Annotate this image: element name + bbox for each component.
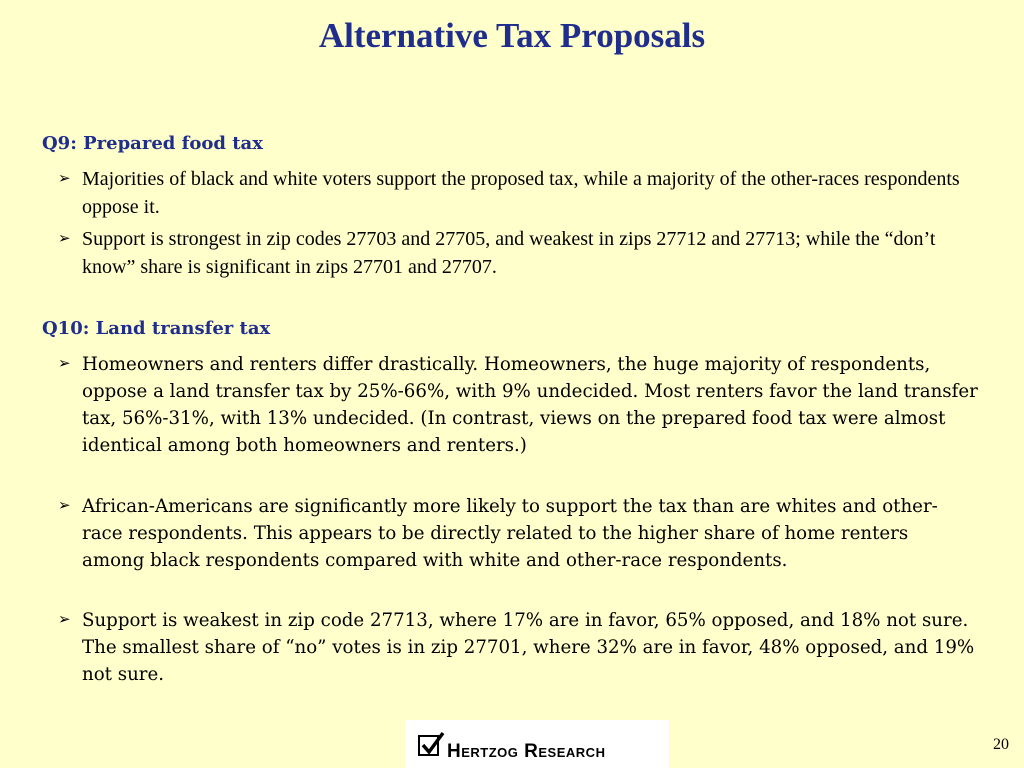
- checkbox-check-icon: [418, 735, 439, 756]
- slide-title: Alternative Tax Proposals: [318, 16, 706, 55]
- arrow-bullet-icon: ➢: [58, 496, 71, 514]
- arrow-bullet-icon: ➢: [58, 229, 71, 247]
- bullet-text: African-Americans are significantly more likely to support the tax than are whites and other-race respondents. This appears to be directly related to the higher share of home renters among black respondents compared with white and other-race respondents.: [82, 496, 938, 571]
- arrow-bullet-icon: ➢: [58, 354, 71, 372]
- bullet-text: Support is strongest in zip codes 27703 and 27705, and weakest in zips 27712 and 27713; while the “don’t know” share is significant in zips 27701 and 27707.: [82, 228, 936, 278]
- bullet-text: Homeowners and renters differ drastically. Homeowners, the huge majority of respondents, oppose a land transfer tax by 25%-66%, with 9% undecided. Most renters favor the land transfer tax, 56%-31%, with 13% undecided. (In contrast, views on the prepared food tax were almost identical among both homeowners and renters.): [82, 354, 978, 456]
- arrow-bullet-icon: ➢: [58, 169, 71, 187]
- bullet-text: Majorities of black and white voters support the proposed tax, while a majority of the other-races respondents oppose it.: [82, 168, 960, 218]
- bullet-text: Support is weakest in zip code 27713, where 17% are in favor, 65% opposed, and 18% not sure. The smallest share of “no” votes is in zip 27701, where 32% are in favor, 48% opposed, and 19% not sure.: [82, 610, 975, 685]
- section-heading-q9: Q9: Prepared food tax: [42, 133, 263, 154]
- section-heading-q10: Q10: Land transfer tax: [42, 318, 271, 339]
- logo-name: Hertzog Research: [447, 741, 606, 762]
- arrow-bullet-icon: ➢: [58, 610, 71, 628]
- page-number: 20: [993, 736, 1009, 753]
- hertzog-research-logo: [405, 720, 669, 768]
